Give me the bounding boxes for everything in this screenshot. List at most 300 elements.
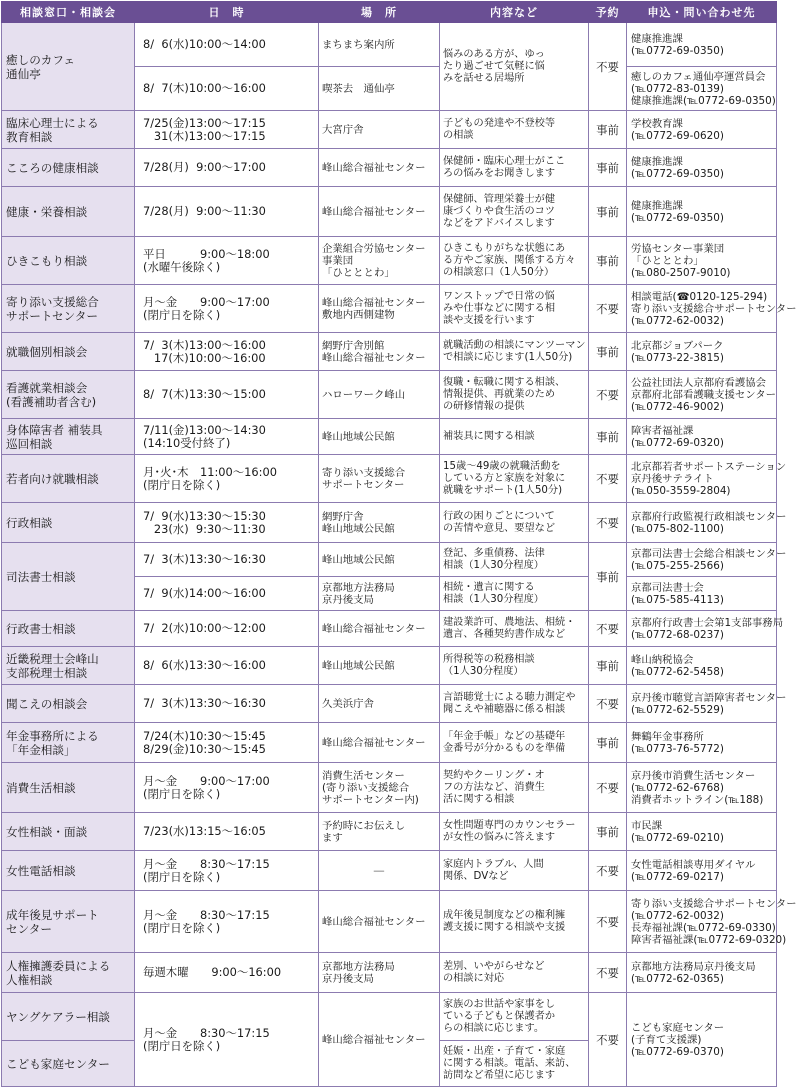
- content-cell: [440, 503, 589, 543]
- reservation-cell: 事前: [589, 187, 627, 237]
- contact-cell: [627, 503, 787, 543]
- cell-text-line: 17(木)10:00～16:00: [143, 350, 266, 365]
- cell-text-line: (℡0773-22-3815): [631, 351, 724, 364]
- consult-name-cell: [2, 111, 135, 149]
- cell-text-line: センター: [6, 921, 52, 936]
- cell-text-line: らの相談に応じます。: [443, 1022, 545, 1034]
- contact-cell: [627, 285, 797, 333]
- cell-text-line: 悩みのある方が、ゆっ: [443, 48, 545, 60]
- place-cell: [319, 333, 440, 371]
- cell-text-line: 大宮庁舎: [322, 123, 364, 136]
- content-cell: [440, 187, 589, 237]
- reservation-cell: 不要: [589, 763, 627, 813]
- datetime-cell: [135, 455, 319, 503]
- cell-text-line: 聞こえや補聴器に係る相談: [443, 703, 566, 715]
- table-row: [2, 763, 777, 813]
- content-cell: [440, 333, 589, 371]
- cell-text-line: に関する相談。電話、来訪、: [443, 1057, 576, 1069]
- cell-text-line: 消費者ホットライン(℡188): [631, 793, 764, 806]
- table-row: [2, 851, 777, 891]
- cell-text-line: 消費生活センター: [322, 769, 405, 782]
- contact-cell: [627, 813, 777, 851]
- cell-text-line: (℡075-255-2566): [631, 559, 724, 572]
- cell-text-line: (℡0772-62-0365): [631, 972, 724, 985]
- contact-cell: [627, 723, 777, 763]
- consult-name-cell: [2, 503, 135, 543]
- cell-text-line: 行政の困りごとについて: [443, 510, 555, 522]
- cell-text-line: (℡0772-83-0139): [631, 82, 724, 95]
- cell-text-line: 峰山地域公民館: [322, 553, 395, 566]
- cell-text-line: 若者向け就職相談: [6, 471, 99, 486]
- cell-text-line: 寄り添い支援総合サポートセンター: [631, 302, 797, 315]
- cell-text-line: (℡0772-69-0620): [631, 129, 724, 142]
- contact-cell: [627, 685, 787, 723]
- cell-text-line: みや仕事などに関する相: [443, 302, 556, 314]
- cell-text-line: (14:10受付終了): [143, 435, 231, 450]
- cell-text-line: 月～金 9:00～17:00: [143, 294, 270, 309]
- place-cell: [319, 993, 440, 1087]
- content-cell: [440, 577, 589, 611]
- cell-text-line: 子どもの発達や不登校等: [443, 117, 556, 129]
- datetime-cell: [135, 67, 319, 111]
- cell-text-line: 健康推進課(℡0772-69-0350): [631, 94, 776, 107]
- contact-cell: [627, 111, 777, 149]
- cell-text-line: (閉庁日を除く): [143, 920, 221, 935]
- cell-text-line: 網野庁舎別館: [322, 339, 385, 352]
- table-row: [2, 23, 777, 67]
- reservation-cell: 事前: [589, 647, 627, 685]
- content-cell: [440, 851, 589, 891]
- table-row: [2, 723, 777, 763]
- cell-text-line: 癒しのカフェ通仙亭運営員会: [631, 70, 766, 83]
- reservation-cell: 不要: [589, 611, 627, 647]
- datetime-cell: [135, 285, 319, 333]
- cell-text-line: (℡080-2507-9010): [631, 266, 731, 279]
- cell-text-line: 復職・転職に関する相談、: [443, 376, 566, 388]
- place-cell: [319, 67, 440, 111]
- cell-text-line: 相談（1人30分程度）: [443, 559, 544, 571]
- cell-text-line: ろの悩みをお聞きします: [443, 167, 556, 179]
- cell-text-line: 峰山総合福祉センター: [322, 351, 426, 364]
- cell-text-line: (閉庁日を除く): [143, 307, 221, 322]
- cell-text-line: 女性相談・面談: [6, 824, 88, 839]
- table-row: [2, 503, 777, 543]
- cell-text-line: 年金事務所による: [6, 728, 99, 743]
- place-cell: [319, 371, 440, 419]
- cell-text-line: (閉庁日を除く): [143, 869, 221, 884]
- cell-text-line: 北京都若者サポートステーション: [631, 460, 787, 473]
- table-row: [2, 237, 777, 285]
- reservation-cell: 事前: [589, 333, 627, 371]
- reservation-cell: 事前: [589, 543, 627, 611]
- place-cell: [319, 851, 440, 891]
- table-row: [2, 611, 777, 647]
- cell-text-line: 毎週木曜 9:00～16:00: [143, 965, 282, 979]
- cell-text-line: (閉庁日を除く): [143, 786, 221, 801]
- cell-text-line: (℡0772-69-0350): [631, 211, 724, 224]
- content-cell: [440, 685, 589, 723]
- cell-text-line: 京丹後サテライト: [631, 472, 714, 485]
- cell-text-line: 月～金 8:30～17:15: [143, 1025, 270, 1040]
- content-cell: [440, 23, 589, 111]
- consult-name-cell: [2, 187, 135, 237]
- cell-text-line: 妊娠・出産・子育て・家庭: [443, 1045, 566, 1057]
- content-cell: [440, 237, 589, 285]
- cell-text-line: 峰山地域公民館: [322, 659, 395, 672]
- datetime-cell: [135, 333, 319, 371]
- consult-name-cell: [2, 763, 135, 813]
- datetime-cell: [135, 723, 319, 763]
- cell-text-line: 平日 9:00～18:00: [143, 246, 270, 261]
- cell-text-line: 京都府行政書士会第1支部事務局: [631, 616, 784, 629]
- content-cell: [440, 543, 589, 577]
- cell-text-line: （1人30分程度）: [443, 665, 524, 677]
- cell-text-line: 情報提供、再就業のため: [443, 388, 556, 400]
- cell-text-line: 成年後見制度などの権利擁: [443, 909, 566, 921]
- cell-text-line: (℡0772-69-0320): [631, 436, 724, 449]
- cell-text-line: ―: [373, 864, 385, 877]
- cell-text-line: 健康推進課: [631, 199, 683, 212]
- reservation-cell: 不要: [589, 455, 627, 503]
- cell-text-line: 人権擁護委員による: [6, 958, 111, 973]
- cell-text-line: 行政相談: [6, 515, 53, 530]
- cell-text-line: 聞こえの相談会: [6, 696, 88, 711]
- cell-text-line: 15歳～49歳の就職活動を: [443, 460, 561, 472]
- cell-text-line: 障害者福祉課: [631, 424, 694, 437]
- consult-name-cell: [2, 149, 135, 187]
- cell-text-line: の相談: [443, 129, 474, 141]
- table-row: [2, 647, 777, 685]
- datetime-cell: [135, 371, 319, 419]
- contact-cell: [627, 647, 777, 685]
- content-cell: [440, 993, 589, 1041]
- cell-text-line: で相談に応じます(1人50分): [443, 351, 573, 363]
- cell-text-line: の相談に対応: [443, 972, 505, 984]
- place-cell: [319, 543, 440, 577]
- cell-text-line: 教育相談: [6, 129, 53, 144]
- reservation-cell: 事前: [589, 237, 627, 285]
- datetime-cell: [135, 577, 319, 611]
- reservation-cell: 不要: [589, 685, 627, 723]
- cell-text-line: 護支援に関する相談や支援: [443, 921, 566, 933]
- place-cell: [319, 891, 440, 953]
- cell-text-line: 身体障害者 補装具: [6, 422, 103, 437]
- cell-text-line: 相談（1人30分程度）: [443, 593, 544, 605]
- cell-text-line: る方やご家族、関係する方々: [443, 254, 576, 266]
- place-cell: [319, 723, 440, 763]
- cell-text-line: 保健師、管理栄養士が健: [443, 193, 556, 205]
- content-cell: [440, 647, 589, 685]
- cell-text-line: 「年金手帳」などの基礎年: [443, 730, 566, 742]
- reservation-cell: 事前: [589, 419, 627, 455]
- cell-text-line: たり過ごせて気軽に悩: [443, 60, 545, 72]
- cell-text-line: 峰山総合福祉センター: [322, 205, 426, 218]
- cell-text-line: 長寿福祉課(℡0772-69-0330): [631, 921, 776, 934]
- contact-cell: [627, 67, 777, 111]
- content-cell: [440, 953, 589, 993]
- cell-text-line: 関係、DVなど: [443, 870, 509, 882]
- cell-text-line: 7/ 3(木)13:00～16:00: [143, 337, 266, 352]
- cell-text-line: 網野庁舎: [322, 510, 364, 523]
- table-row: [2, 285, 777, 333]
- consultation-schedule-table: [1, 1, 797, 1087]
- datetime-cell: [135, 953, 319, 993]
- cell-text-line: 31(木)13:00～17:15: [143, 128, 266, 143]
- table-row: [2, 111, 777, 149]
- content-cell: [440, 723, 589, 763]
- cell-text-line: 北京都ジョブパーク: [631, 339, 724, 352]
- consult-name-cell: [2, 611, 135, 647]
- cell-text-line: 市民課: [631, 819, 663, 832]
- cell-text-line: 8/ 6(水)13:30～16:00: [143, 658, 266, 672]
- place-cell: [319, 611, 440, 647]
- cell-text-line: 相続・遺言に関する: [443, 581, 535, 593]
- reservation-cell: 不要: [589, 891, 627, 953]
- place-cell: [319, 455, 440, 503]
- reservation-cell: 不要: [589, 953, 627, 993]
- table-row: [2, 993, 777, 1041]
- contact-cell: [627, 237, 777, 285]
- consult-name-cell: [2, 419, 135, 455]
- cell-text-line: 契約やクーリング・オ: [443, 769, 545, 781]
- contact-cell: [627, 763, 777, 813]
- table-row: [2, 891, 777, 953]
- cell-text-line: 人権相談: [6, 972, 53, 987]
- cell-text-line: 8/ 7(木)13:30～15:00: [143, 387, 266, 401]
- contact-cell: [627, 993, 777, 1087]
- consult-name-cell: [2, 543, 135, 611]
- content-cell: [440, 611, 589, 647]
- cell-text-line: 消費生活相談: [6, 780, 76, 795]
- cell-text-line: 金番号が分かるものを準備: [443, 742, 566, 754]
- cell-text-line: 寄り添い支援総合: [322, 466, 406, 479]
- contact-cell: [627, 149, 777, 187]
- cell-text-line: 峰山総合福祉センター: [322, 622, 426, 635]
- consult-name-cell: [2, 23, 135, 111]
- cell-text-line: (℡0773-76-5772): [631, 742, 724, 755]
- cell-text-line: 8/29(金)10:30～15:45: [143, 741, 266, 756]
- content-cell: [440, 419, 589, 455]
- cell-text-line: (℡0772-62-0032): [631, 314, 724, 327]
- cell-text-line: 月～金 8:30～17:15: [143, 907, 270, 922]
- cell-text-line: 公益社団法人京都府看護協会: [631, 376, 767, 389]
- cell-text-line: (℡0772-46-9002): [631, 400, 724, 413]
- reservation-cell: 不要: [589, 285, 627, 333]
- contact-cell: [627, 891, 797, 953]
- content-cell: [440, 763, 589, 813]
- cell-text-line: ひきこもりがちな状態にあ: [443, 242, 566, 254]
- reservation-cell: 不要: [589, 23, 627, 111]
- cell-text-line: 久美浜庁舎: [322, 697, 374, 710]
- cell-text-line: 所得税等の税務相談: [443, 653, 535, 665]
- datetime-cell: [135, 611, 319, 647]
- table-header-row: [2, 2, 777, 23]
- cell-text-line: (水曜午後除く): [143, 259, 221, 274]
- reservation-cell: 不要: [589, 371, 627, 419]
- cell-text-line: こども家庭センター: [6, 1056, 110, 1071]
- cell-text-line: (閉庁日を除く): [143, 1038, 221, 1053]
- content-cell: [440, 813, 589, 851]
- cell-text-line: (℡0772-69-0370): [631, 1045, 724, 1058]
- table-row: [2, 333, 777, 371]
- reservation-cell: 事前: [589, 111, 627, 149]
- datetime-cell: [135, 647, 319, 685]
- cell-text-line: 8/ 7(木)10:00～16:00: [143, 81, 266, 95]
- header-datetime: 日 時: [135, 2, 319, 23]
- cell-text-line: 成年後見サポート: [6, 907, 99, 922]
- datetime-cell: [135, 419, 319, 455]
- cell-text-line: 峰山総合福祉センター: [322, 296, 426, 309]
- place-cell: [319, 111, 440, 149]
- cell-text-line: 峰山地域公民館: [322, 522, 395, 535]
- datetime-cell: [135, 891, 319, 953]
- cell-text-line: フの方法など、消費生: [443, 781, 545, 793]
- consult-name-cell: [2, 851, 135, 891]
- header-contact: 申込・問い合わせ先: [627, 2, 777, 23]
- cell-text-line: 23(水) 9:30～11:30: [143, 521, 266, 536]
- cell-text-line: 7/24(木)10:30～15:45: [143, 728, 266, 743]
- table-row: [2, 149, 777, 187]
- table-row: [2, 953, 777, 993]
- cell-text-line: (℡0772-62-5458): [631, 665, 724, 678]
- cell-text-line: (℡0772-68-0237): [631, 628, 724, 641]
- cell-text-line: 「ひとととわ」: [631, 254, 704, 267]
- table-row: [2, 419, 777, 455]
- cell-text-line: 女性問題専門のカウンセラー: [443, 819, 576, 831]
- header-content: 内容など: [440, 2, 589, 23]
- cell-text-line: 月･火･木 11:00～16:00: [143, 464, 277, 479]
- cell-text-line: (看護補助者含む): [6, 394, 97, 409]
- cell-text-line: (℡0772-69-0350): [631, 167, 724, 180]
- datetime-cell: [135, 851, 319, 891]
- consult-name-cell: [2, 891, 135, 953]
- cell-text-line: 峰山納税協会: [631, 653, 694, 666]
- cell-text-line: 家族のお世話や家事をし: [443, 998, 556, 1010]
- cell-text-line: みを話せる居場所: [443, 72, 525, 84]
- cell-text-line: 峰山総合福祉センター: [322, 1033, 426, 1046]
- content-cell: [440, 1041, 589, 1087]
- reservation-cell: 不要: [589, 851, 627, 891]
- contact-cell: [627, 419, 777, 455]
- contact-cell: [627, 953, 777, 993]
- consult-name-cell: [2, 333, 135, 371]
- place-cell: [319, 149, 440, 187]
- cell-text-line: 補装具に関する相談: [443, 430, 535, 442]
- place-cell: [319, 23, 440, 67]
- cell-text-line: 京丹後市消費生活センター: [631, 769, 756, 782]
- cell-text-line: 行政書士相談: [6, 621, 76, 636]
- cell-text-line: ている子どもと保護者か: [443, 1010, 556, 1022]
- cell-text-line: が女性の悩みに答えます: [443, 831, 556, 843]
- cell-text-line: 7/ 2(水)10:00～12:00: [143, 621, 266, 635]
- cell-text-line: の相談窓口（1人50分）: [443, 266, 555, 278]
- table-row: [2, 371, 777, 419]
- contact-cell: [627, 577, 777, 611]
- cell-text-line: 事業団: [322, 254, 354, 267]
- place-cell: [319, 763, 440, 813]
- cell-text-line: 峰山地域公民館: [322, 430, 395, 443]
- cell-text-line: 就職活動の相談にマンツーマン: [443, 339, 586, 351]
- datetime-cell: [135, 543, 319, 577]
- consult-name-cell: [2, 1041, 135, 1087]
- cell-text-line: 7/11(金)13:00～14:30: [143, 422, 266, 437]
- table-row: [2, 455, 777, 503]
- cell-text-line: 健康推進課: [631, 155, 683, 168]
- cell-text-line: 敷地内西側建物: [322, 308, 395, 321]
- consult-name-cell: [2, 237, 135, 285]
- header-place: 場 所: [319, 2, 440, 23]
- cell-text-line: (℡0772-62-0032): [631, 909, 724, 922]
- cell-text-line: 女性電話相談専用ダイヤル: [631, 858, 756, 871]
- content-cell: [440, 891, 589, 953]
- consult-name-cell: [2, 455, 135, 503]
- cell-text-line: サポートセンター: [322, 478, 405, 491]
- cell-text-line: 言語聴覚士による聴力測定や: [443, 691, 576, 703]
- cell-text-line: 京都司法書士会総合相談センター: [631, 547, 787, 560]
- cell-text-line: 就職をサポート(1人50分): [443, 484, 563, 496]
- content-cell: [440, 111, 589, 149]
- content-cell: [440, 371, 589, 419]
- cell-text-line: (寄り添い支援総合: [322, 781, 410, 794]
- cell-text-line: 建設業許可、農地法、相続・: [443, 616, 576, 628]
- contact-cell: [627, 543, 787, 577]
- cell-text-line: 登記、多重債務、法律: [443, 547, 545, 559]
- cell-text-line: 健康・栄養相談: [6, 204, 88, 219]
- cell-text-line: 訪問など希望に応じます: [443, 1069, 556, 1081]
- cell-text-line: 峰山総合福祉センター: [322, 161, 426, 174]
- cell-text-line: 「年金相談」: [6, 742, 76, 757]
- datetime-cell: [135, 23, 319, 67]
- table-row: [2, 543, 777, 577]
- cell-text-line: 7/28(月) 9:00～11:30: [143, 204, 266, 218]
- datetime-cell: [135, 685, 319, 723]
- cell-text-line: サポートセンター: [6, 308, 98, 323]
- cell-text-line: 7/ 9(水)13:30～15:30: [143, 508, 266, 523]
- consult-name-cell: [2, 723, 135, 763]
- place-cell: [319, 419, 440, 455]
- consult-name-cell: [2, 647, 135, 685]
- cell-text-line: 7/ 3(木)13:30～16:30: [143, 552, 266, 566]
- cell-text-line: 「ひとととわ」: [322, 266, 395, 279]
- table-row: [2, 813, 777, 851]
- cell-text-line: 喫茶去 通仙亭: [322, 82, 395, 95]
- datetime-cell: [135, 187, 319, 237]
- cell-text-line: (℡0772-69-0217): [631, 870, 724, 883]
- contact-cell: [627, 23, 777, 67]
- cell-text-line: 女性電話相談: [6, 863, 76, 878]
- content-cell: [440, 149, 589, 187]
- reservation-cell: 事前: [589, 149, 627, 187]
- cell-text-line: の研修情報の提供: [443, 400, 525, 412]
- datetime-cell: [135, 503, 319, 543]
- cell-text-line: 司法書士相談: [6, 569, 76, 584]
- cell-text-line: 就職個別相談会: [6, 344, 88, 359]
- cell-text-line: 家庭内トラブル、人間: [443, 858, 544, 870]
- cell-text-line: 学校教育課: [631, 117, 683, 130]
- cell-text-line: ひきこもり相談: [6, 253, 88, 268]
- datetime-cell: [135, 237, 319, 285]
- consult-name-cell: [2, 371, 135, 419]
- contact-cell: [627, 371, 777, 419]
- cell-text-line: 康づくりや食生活のコツ: [443, 205, 556, 217]
- cell-text-line: (℡0772-62-5529): [631, 703, 724, 716]
- cell-text-line: 月～金 8:30～17:15: [143, 856, 270, 871]
- cell-text-line: 京都地方法務局: [322, 960, 395, 973]
- cell-text-line: 7/ 9(水)14:00～16:00: [143, 586, 266, 600]
- cell-text-line: 看護就業相談会: [6, 380, 88, 395]
- cell-text-line: 相談電話(☎0120-125-294): [631, 290, 768, 303]
- cell-text-line: ヤングケアラー相談: [6, 1009, 110, 1024]
